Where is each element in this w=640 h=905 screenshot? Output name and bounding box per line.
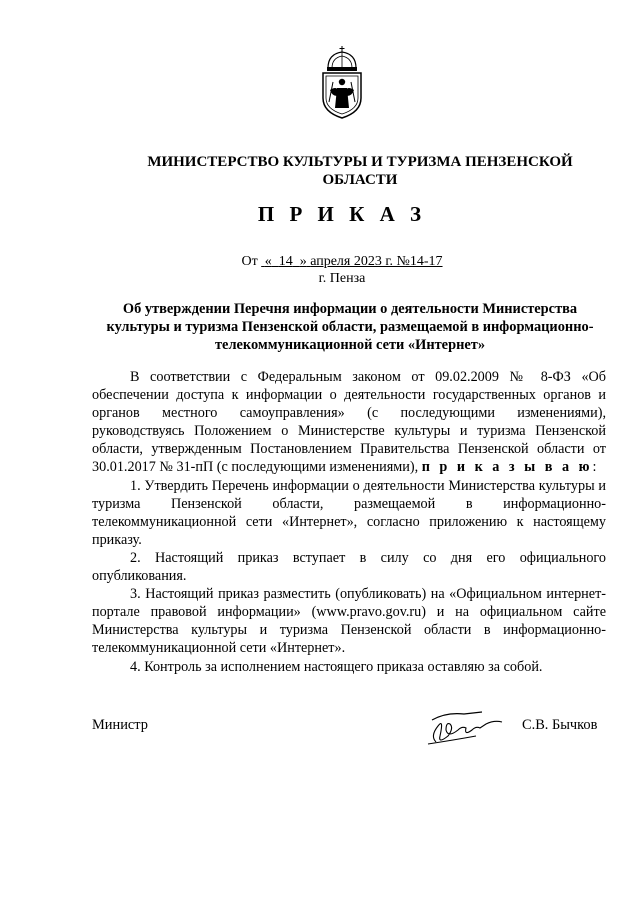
order-item: 2. Настоящий приказ вступает в силу со дня его официального опубликования. [92,549,606,585]
document-body [92,368,606,676]
document-type: П Р И К А З [257,202,427,226]
date-value: « 14 » апреля 2023 г. №14-17 [264,254,443,269]
coat-of-arms-icon [318,46,366,120]
date-month-year-number: апреля 2023 г. №14-17 [310,254,443,269]
signature-icon [424,706,508,746]
document-title: Об утверждении Перечня информации о деятельности Министерства культуры и туризма Пензенской области, размещаемой в информационно-телекоммуникационной сети «Интернет» [106,301,594,353]
order-item: 1. Утвердить Перечень информации о деятельности Министерства культуры и туризма Пензенской области, размещаемой в информационно-телекоммуникационной сети «Интернет», согласно приложению к настоящему приказу. [92,477,606,548]
date-and-number [200,253,484,287]
order-item: 4. Контроль за исполнением настоящего приказа оставляю за собой. [130,658,543,675]
date-day: 14 [278,254,293,269]
signatory-name: С.В. Бычков [522,717,598,733]
order-word: п р и к а з ы в а ю [421,459,593,476]
date-prefix: От [241,254,258,269]
signatory-position: Министр [92,717,148,733]
preamble-paragraph: В соответствии с Федеральным законом от 09.02.2009 № 8-ФЗ «Об обеспечении доступа к информации о деятельности государственных органов и органов местного самоуправления» (с последующими изменениями), руководствуясь Положением о Министерстве культуры и туризма Пензенской области, утвержденным Постановлением Правительства Пензенской области от 30.01.2017 № 31-пП (с последующими изменениями), п р и к а з ы в а ю: [92,369,606,476]
order-item: 3. Настоящий приказ разместить (опубликовать) на «Официальном интернет-портале правовой информации» (www.pravo.gov.ru) и на официальном сайте Министерства культуры и туризма Пензенской области в информационно-телекоммуникационной сети «Интернет». [92,586,606,657]
ministry-name: МИНИСТЕРСТВО КУЛЬТУРЫ И ТУРИЗМА ПЕНЗЕНСКОЙ ОБЛАСТИ [147,154,573,188]
city: г. Пенза [318,271,366,286]
